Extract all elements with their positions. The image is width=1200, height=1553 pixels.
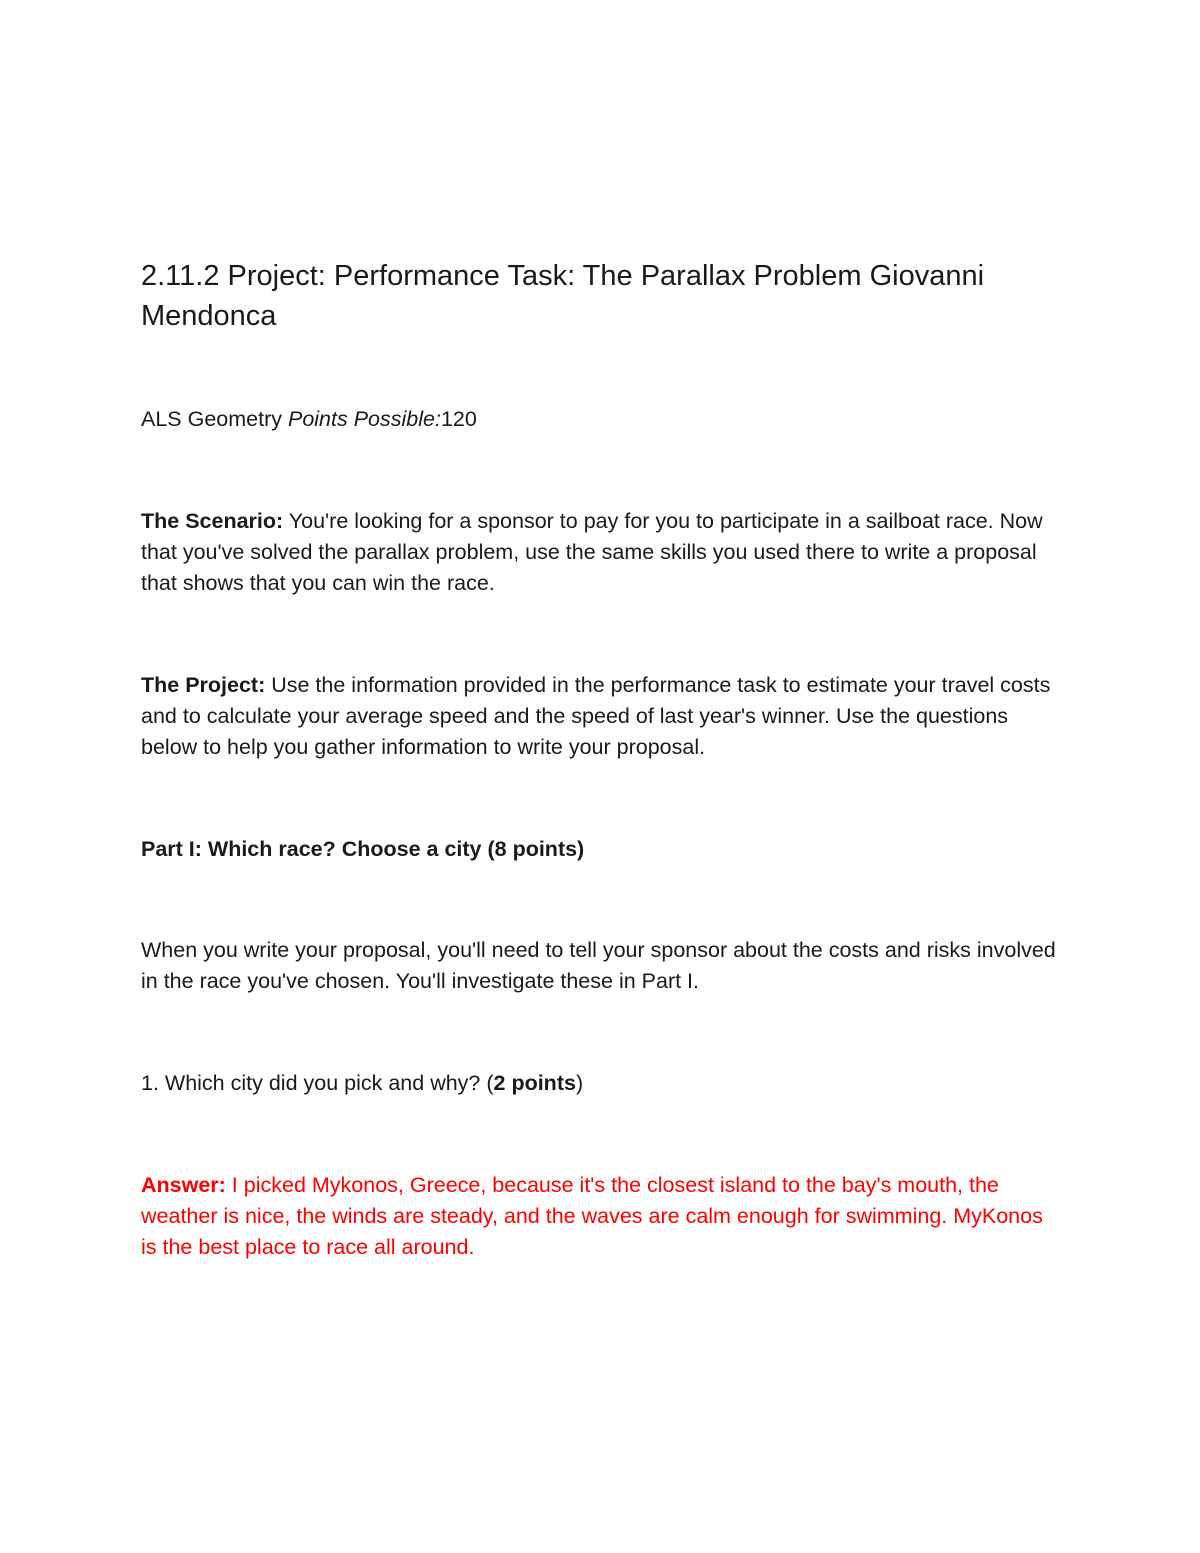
scenario-paragraph — [141, 506, 1056, 599]
points-possible-label: Points Possible: — [287, 407, 441, 431]
part1-intro: When you write your proposal, you'll need to tell your sponsor about the costs and risks involved in the race you've chosen. You'll investigate these in Part I. — [141, 938, 1056, 993]
question-1-points: 2 points — [493, 1071, 576, 1095]
points-possible-value: 120 — [440, 407, 477, 431]
project-text: Use the information provided in the performance task to estimate your travel costs and to calculate your average speed and the speed of last year's winner. Use the questions below to help you gather information to write your proposal. — [141, 673, 1051, 759]
answer-1 — [141, 1170, 1056, 1263]
project-paragraph — [141, 670, 1056, 763]
scenario-text: You're looking for a sponsor to pay for you to participate in a sailboat race. Now that you've solved the parallax problem, use the same skills you used there to write a proposal that shows that you can win the race. — [141, 509, 1043, 595]
part1-heading: Part I: Which race? Choose a city (8 points) — [141, 837, 585, 861]
question-1-text: 1. Which city did you pick and why? ( — [141, 1071, 494, 1095]
document-title: 2.11.2 Project: Performance Task: The Parallax Problem Giovanni Mendonca — [141, 260, 985, 332]
answer-1-label: Answer: — [141, 1173, 226, 1197]
scenario-label: The Scenario: — [141, 509, 284, 533]
answer-1-text: I picked Mykonos, Greece, because it's the closest island to the bay's mouth, the weather is nice, the winds are steady, and the waves are calm enough for swimming. MyKonos is the best place to race all around. — [141, 1173, 1043, 1259]
course-line — [141, 404, 1056, 435]
question-1-suffix: ) — [575, 1071, 584, 1095]
project-label: The Project: — [141, 673, 266, 697]
question-1 — [141, 1068, 1056, 1099]
course-name: ALS Geometry — [141, 407, 288, 431]
